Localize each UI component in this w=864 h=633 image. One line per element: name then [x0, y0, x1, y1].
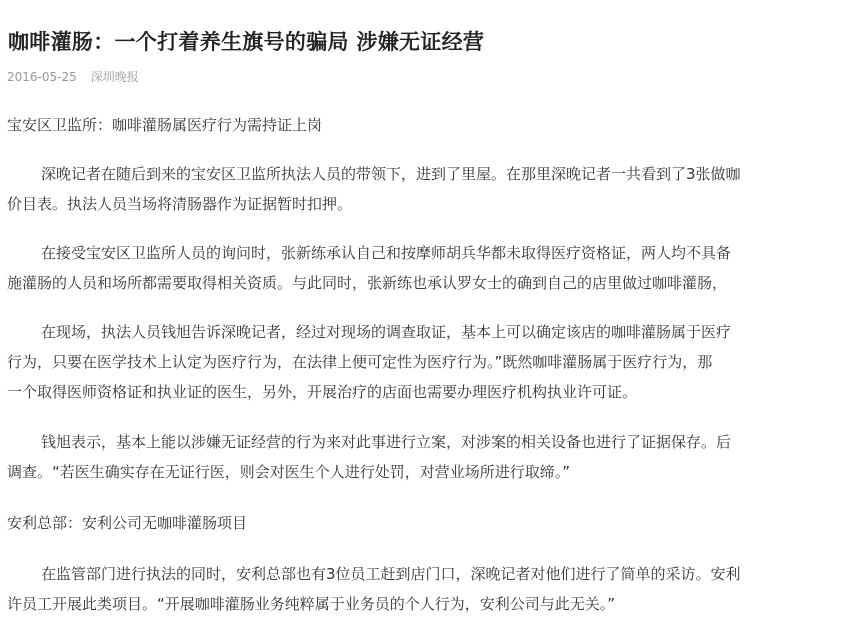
- paragraph-line: 深晚记者在随后到来的宝安区卫监所执法人员的带领下，进到了里屋。在那里深晚记者一共看到了3张做咖: [41, 165, 741, 183]
- paragraph-line: 许员工开展此类项目。“开展咖啡灌肠业务纯粹属于业务员的个人行为，安利公司与此无关。”: [7, 595, 616, 613]
- paragraph: [7, 238, 731, 298]
- paragraph-line: 行为，只要在医学技术上认定为医疗行为，在法律上便可定性为医疗行为。”既然咖啡灌肠属于医疗行为，那: [7, 353, 713, 371]
- paragraph-line: 在现场，执法人员钱旭告诉深晚记者，经过对现场的调查取证，基本上可以确定该店的咖啡灌肠属于医疗: [41, 323, 732, 341]
- publish-date: 2016-05-25: [7, 70, 77, 84]
- paragraph-line: 安利总部：安利公司无咖啡灌肠项目: [7, 514, 248, 532]
- source-link[interactable]: 深圳晚报: [90, 70, 139, 84]
- paragraph-line: 一个取得医师资格证和执业证的医生，另外，开展治疗的店面也需要办理医疗机构执业许可证。: [7, 383, 638, 401]
- section-heading: [7, 508, 247, 538]
- article-title: 咖啡灌肠：一个打着养生旗号的骗局 涉嫌无证经营: [8, 30, 485, 54]
- paragraph: [7, 317, 731, 407]
- article-meta: [7, 68, 139, 85]
- paragraph-line: 在接受宝安区卫监所人员的询问时，张新练承认自己和按摩师胡兵华都未取得医疗资格证，两人均不具备: [41, 244, 732, 262]
- paragraph-line: 钱旭表示，基本上能以涉嫌无证经营的行为来对此事进行立案，对涉案的相关设备也进行了证据保存。后: [41, 433, 732, 451]
- section-heading: [7, 110, 322, 140]
- paragraph-line: 调查。“若医生确实存在无证行医，则会对医生个人进行处罚，对营业场所进行取缔。”: [7, 463, 571, 481]
- paragraph: [7, 159, 741, 219]
- paragraph-line: 在监管部门进行执法的同时，安利总部也有3位员工赶到店门口，深晚记者对他们进行了简单的采访。安利: [41, 565, 741, 583]
- paragraph-line: 施灌肠的人员和场所都需要取得相关资质。与此同时，张新练也承认罗女士的确到自己的店里做过咖啡灌肠，: [7, 274, 728, 292]
- paragraph-line: 宝安区卫监所：咖啡灌肠属医疗行为需持证上岗: [7, 116, 323, 134]
- paragraph-line: 价目表。执法人员当场将清肠器作为证据暂时扣押。: [7, 195, 353, 213]
- paragraph: [7, 559, 741, 619]
- paragraph: [7, 427, 731, 487]
